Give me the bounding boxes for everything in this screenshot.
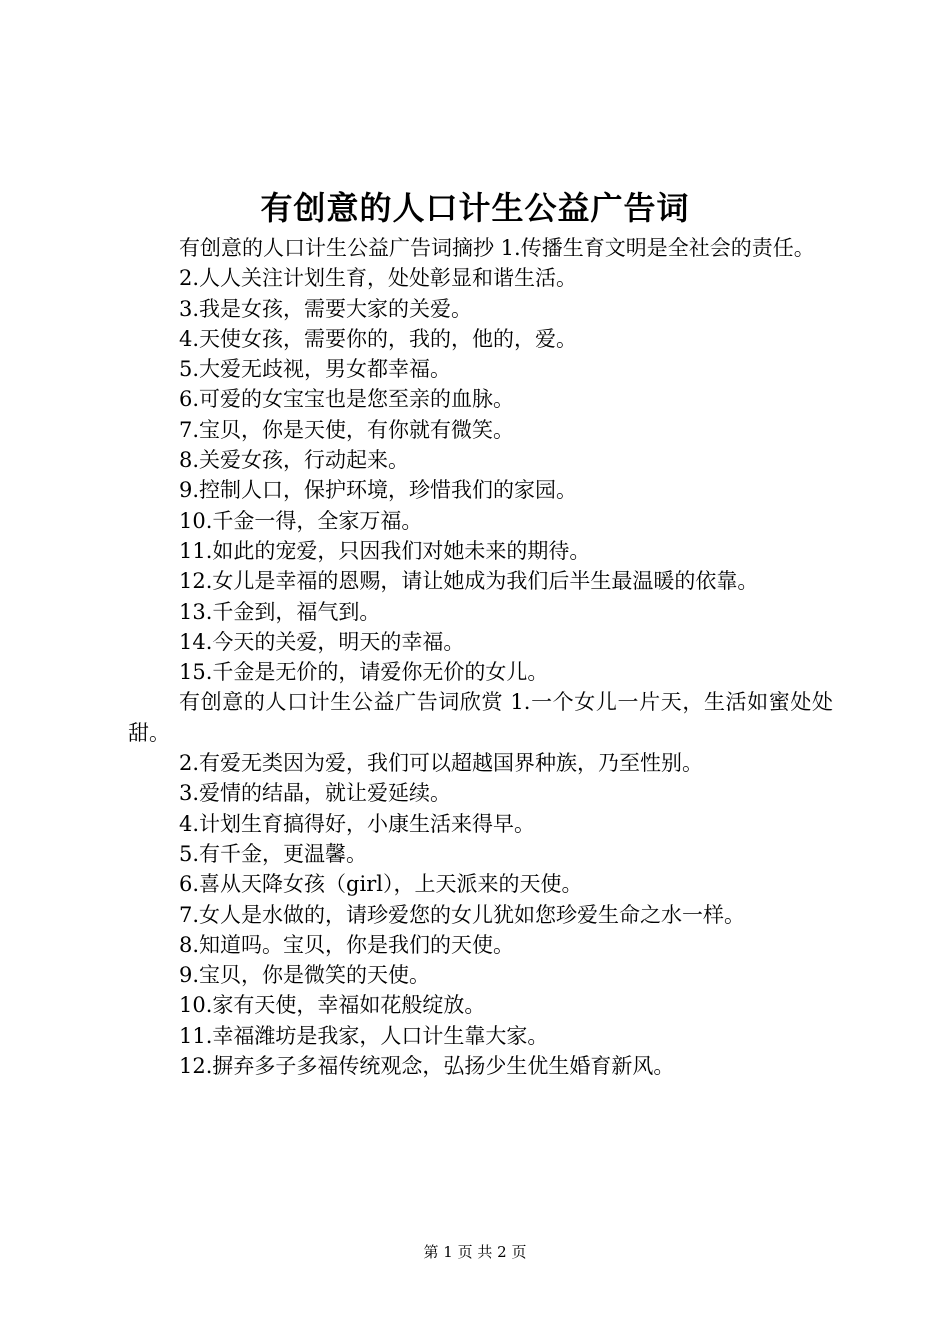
- paragraph: 3.我是女孩，需要大家的关爱。: [179, 296, 473, 321]
- paragraph: 3.爱情的结晶，就让爱延续。: [179, 781, 452, 806]
- paragraph: 12.女儿是幸福的恩赐，请让她成为我们后半生最温暖的依靠。: [179, 569, 759, 594]
- paragraph: 8.知道吗。宝贝，你是我们的天使。: [179, 932, 515, 957]
- document-body: [128, 233, 833, 1081]
- document-title: 有创意的人口计生公益广告词: [260, 189, 690, 227]
- paragraph: 7.宝贝，你是天使，有你就有微笑。: [179, 417, 515, 442]
- paragraph: 有创意的人口计生公益广告词欣赏 1.一个女儿一片天，生活如蜜处处甜。: [128, 690, 833, 745]
- paragraph: 2.人人关注计划生育，处处彰显和谐生活。: [179, 266, 578, 291]
- paragraph: 8.关爱女孩，行动起来。: [179, 448, 410, 473]
- page-footer: 第 1 页 共 2 页: [423, 1243, 527, 1261]
- paragraph: 15.千金是无价的，请爱你无价的女儿。: [179, 660, 549, 685]
- paragraph: 4.计划生育搞得好，小康生活来得早。: [179, 811, 536, 836]
- paragraph: 11.幸福潍坊是我家，人口计生靠大家。: [179, 1023, 549, 1048]
- paragraph: 13.千金到，福气到。: [179, 599, 381, 624]
- paragraph: 2.有爱无类因为爱，我们可以超越国界种族，乃至性别。: [179, 751, 704, 776]
- paragraph: 7.女人是水做的，请珍爱您的女儿犹如您珍爱生命之水一样。: [179, 902, 746, 927]
- paragraph: 10.千金一得，全家万福。: [179, 508, 423, 533]
- paragraph: 6.可爱的女宝宝也是您至亲的血脉。: [179, 387, 515, 412]
- paragraph: 14.今天的关爱，明天的幸福。: [179, 629, 465, 654]
- paragraph: 9.控制人口，保护环境，珍惜我们的家园。: [179, 478, 578, 503]
- paragraph: 5.有千金，更温馨。: [179, 841, 368, 866]
- paragraph: 4.天使女孩，需要你的，我的，他的，爱。: [179, 326, 578, 351]
- paragraph: 10.家有天使，幸福如花般绽放。: [179, 993, 486, 1018]
- paragraph: 9.宝贝，你是微笑的天使。: [179, 963, 431, 988]
- paragraph: 有创意的人口计生公益广告词摘抄 1.传播生育文明是全社会的责任。: [179, 236, 815, 260]
- paragraph: 12.摒弃多子多福传统观念，弘扬少生优生婚育新风。: [179, 1054, 675, 1079]
- paragraph: 6.喜从天降女孩（girl），上天派来的天使。: [179, 872, 583, 897]
- paragraph: 11.如此的宠爱，只因我们对她未来的期待。: [179, 538, 591, 563]
- paragraph: 5.大爱无歧视，男女都幸福。: [179, 357, 452, 382]
